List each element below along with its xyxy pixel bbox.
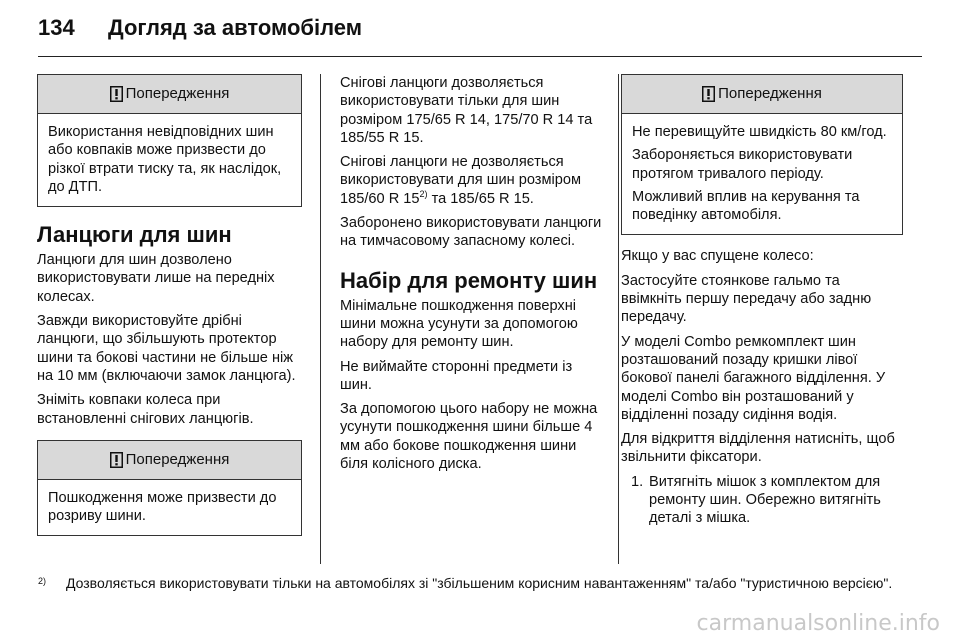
paragraph: За допомогою цього набору не можна усунути пошкодження шини більше 4 мм або бокове пошкодження шини біля колісного диска.: [340, 401, 598, 473]
paragraph: У моделі Combo ремкомплект шин розташований позаду кришки лівої бокової панелі багажного відділення. У моделі Combo він розташований у відділенні позаду сидіння водія.: [621, 333, 886, 423]
paragraph: Застосуйте стоянкове гальмо та ввімкніть першу передачу або задню передачу.: [621, 272, 872, 326]
watermark: carmanualsonline.info: [696, 611, 940, 636]
page-header: [38, 10, 362, 46]
warning-text: Забороняється використовувати протягом тривалого періоду.: [632, 147, 853, 182]
paragraph: Якщо у вас спущене колесо:: [621, 248, 814, 265]
paragraph-with-footnote: [340, 153, 608, 208]
warning-text: Не перевищуйте швидкість 80 км/год.: [632, 124, 887, 140]
warning-title: Попередження: [125, 450, 230, 468]
footnote: [38, 574, 918, 592]
paragraph: Завжди використовуйте дрібні ланцюги, що збільшують протектор шини та бокові частини не більше ніж на 10 мм (включаючи замок ланцюга).: [37, 313, 296, 384]
warning-header: [622, 75, 902, 114]
column-divider: [320, 74, 321, 564]
warning-text: Використання невідповідних шин або ковпаків може призвести до різкої втрати тиску та, як наслідок, до ДТП.: [48, 124, 282, 195]
paragraph-text: Снігові ланцюги не дозволяється використовувати для шин розміром 185/60 R 15: [340, 154, 582, 207]
warning-text: Пошкодження може призвести до розриву шини.: [48, 489, 277, 525]
paragraph: Для відкриття відділення натисніть, щоб звільнити фіксатори.: [621, 431, 895, 466]
page-title: Догляд за автомобілем: [108, 15, 363, 40]
warning-icon: [702, 86, 715, 102]
warning-icon: [110, 452, 123, 468]
column-2: [340, 74, 608, 479]
warning-body: [38, 114, 301, 206]
list-item: [621, 473, 903, 528]
paragraph: Мінімальне пошкодження поверхні шини можна усунути за допомогою набору для ремонту шин.: [340, 297, 578, 351]
column-divider: [618, 74, 619, 564]
footnote-mark: 2): [38, 576, 47, 586]
footnote-ref: 2): [419, 188, 428, 199]
warning-body: [38, 480, 301, 536]
warning-box: [37, 440, 302, 537]
paragraph: Зніміть ковпаки колеса при встановленні снігових ланцюгів.: [37, 392, 254, 427]
paragraph: Ланцюги для шин дозволено використовувати лише на передніх колесах.: [37, 252, 275, 305]
warning-title: Попередження: [125, 84, 230, 102]
list-text: Витягніть мішок з комплектом для ремонту шин. Обережно витягніть деталі з мішка.: [649, 473, 881, 527]
paragraph: Не виймайте сторонні предмети із шин.: [340, 358, 573, 393]
warning-header: [38, 441, 301, 480]
warning-box: [37, 74, 302, 207]
warning-title: Попередження: [718, 84, 822, 102]
list-number: 1.: [631, 473, 644, 490]
page-number: 134: [38, 15, 75, 40]
warning-body: [622, 114, 902, 234]
footnote-text: Дозволяється використовувати тільки на автомобілях зі "збільшеним корисним навантаженням" та/або "туристичною версією".: [66, 575, 893, 591]
paragraph-text: та 185/65 R 15.: [427, 190, 534, 207]
header-rule: [38, 56, 922, 57]
warning-box: [621, 74, 903, 235]
paragraph: Снігові ланцюги дозволяється використовувати тільки для шин розміром 175/65 R 14, 175/70 R 14 та 185/55 R 15.: [340, 75, 593, 146]
warning-header: [38, 75, 301, 114]
warning-text: Можливий вплив на керування та поведінку автомобіля.: [632, 188, 860, 224]
paragraph: Заборонено використовувати ланцюги на тимчасовому запасному колесі.: [340, 215, 602, 250]
warning-icon: [110, 86, 123, 102]
column-1: [37, 74, 302, 536]
section-heading-repair-kit: Набір для ремонту шин: [340, 267, 598, 293]
section-heading-chains: Ланцюги для шин: [37, 222, 232, 248]
column-3: [621, 74, 903, 528]
